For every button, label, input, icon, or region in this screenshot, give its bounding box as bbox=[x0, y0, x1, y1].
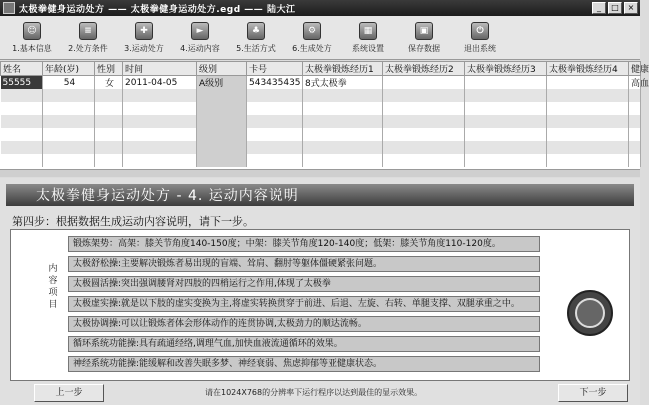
cell-exp1[interactable]: 8式太极拳 bbox=[303, 76, 383, 90]
table-row[interactable] bbox=[1, 102, 641, 115]
grid-horizontal-scrollbar[interactable] bbox=[0, 169, 640, 177]
save-icon: ▣ bbox=[415, 22, 433, 40]
generate-icon: ⚙ bbox=[303, 22, 321, 40]
cell-name[interactable]: 55555 bbox=[1, 76, 43, 90]
content-item: 太极协调操:可以让锻炼者体会形体动作的连贯协调,太极劲力的顺达流畅。 bbox=[68, 316, 540, 332]
column-header-health[interactable]: 健康 bbox=[629, 62, 641, 76]
content-item: 太极虚实操:就是以下肢的虚实变换为主,将虚实转换贯穿于前进、后退、左旋、右转、单腿支撑、双腿承重之中。 bbox=[68, 296, 540, 312]
content-items-box bbox=[10, 229, 630, 381]
column-header-gender[interactable]: 性别 bbox=[95, 62, 123, 76]
table-row[interactable] bbox=[1, 154, 641, 167]
content-items-label: 内容项目 bbox=[48, 264, 58, 310]
resolution-note: 请在1024X768的分辨率下运行程序以达到最佳的显示效果。 bbox=[205, 388, 423, 397]
app-icon bbox=[3, 2, 15, 14]
column-header-age[interactable]: 年龄(岁) bbox=[43, 62, 95, 76]
toolbar-lifestyle-button[interactable]: ♣ 5.生活方式 bbox=[228, 16, 284, 60]
table-row[interactable] bbox=[1, 141, 641, 154]
column-header-time[interactable]: 时间 bbox=[123, 62, 197, 76]
cell-health[interactable]: 高血 bbox=[629, 76, 641, 90]
toolbar bbox=[0, 16, 640, 60]
content-item: 循环系统功能操:具有疏通经络,调理气血,加快血液流通循环的效果。 bbox=[68, 336, 540, 352]
cell-exp2[interactable] bbox=[383, 76, 465, 90]
minimize-button[interactable]: _ bbox=[592, 2, 606, 14]
cell-gender[interactable]: 女 bbox=[95, 76, 123, 90]
content-item: 太极舒松操:主要解决锻炼者易出现的盲端、耸肩、翻肘等躯体僵硬紧张问题。 bbox=[68, 256, 540, 272]
close-button[interactable]: × bbox=[624, 2, 638, 14]
panel-banner: 太极拳健身运动处方 - 4. 运动内容说明 bbox=[6, 184, 634, 206]
table-row[interactable] bbox=[1, 76, 641, 90]
content-icon: ► bbox=[191, 22, 209, 40]
toolbar-settings-button[interactable]: ▦ 系统设置 bbox=[340, 16, 396, 60]
toolbar-save-button[interactable]: ▣ 保存数据 bbox=[396, 16, 452, 60]
maximize-button[interactable]: □ bbox=[608, 2, 622, 14]
previous-step-button[interactable]: 上一步 bbox=[34, 384, 104, 402]
table-row[interactable] bbox=[1, 115, 641, 128]
column-header-name[interactable]: 姓名 bbox=[1, 62, 43, 76]
exit-icon: ⏻ bbox=[471, 22, 489, 40]
conditions-icon: ≡ bbox=[79, 22, 97, 40]
toolbar-generate-button[interactable]: ⚙ 6.生成处方 bbox=[284, 16, 340, 60]
toolbar-prescription-button[interactable]: ✚ 3.运动处方 bbox=[116, 16, 172, 60]
person-icon: ☺ bbox=[23, 22, 41, 40]
window-title: 太极拳健身运动处方 —— 太极拳健身运动处方.egd —— 陆大江 bbox=[19, 4, 296, 15]
lifestyle-icon: ♣ bbox=[247, 22, 265, 40]
step-instruction: 第四步：根据数据生成运动内容说明，请下一步。 bbox=[12, 215, 254, 228]
settings-icon: ▦ bbox=[359, 22, 377, 40]
column-header-exp1[interactable]: 太极拳锻炼经历1 bbox=[303, 62, 383, 76]
content-panel bbox=[0, 178, 640, 405]
records-grid bbox=[0, 61, 649, 169]
cell-age[interactable]: 54 bbox=[43, 76, 95, 90]
table-row[interactable] bbox=[1, 128, 641, 141]
toolbar-content-button[interactable]: ► 4.运动内容 bbox=[172, 16, 228, 60]
grid-header-row bbox=[1, 62, 641, 76]
cell-exp4[interactable] bbox=[547, 76, 629, 90]
toolbar-conditions-button[interactable]: ≡ 2.处方条件 bbox=[60, 16, 116, 60]
column-header-exp3[interactable]: 太极拳锻炼经历3 bbox=[465, 62, 547, 76]
content-item: 神经系统功能操:能缓解和改善失眠多梦、神经衰弱、焦虑抑郁等亚健康状态。 bbox=[68, 356, 540, 372]
content-item: 锻炼架势：高架：膝关节角度140-150度；中架：膝关节角度120-140度；低架：膝关节角度110-120度。 bbox=[68, 236, 540, 252]
column-header-card[interactable]: 卡号 bbox=[247, 62, 303, 76]
title-bar bbox=[0, 0, 640, 16]
next-step-button[interactable]: 下一步 bbox=[558, 384, 628, 402]
university-emblem-icon bbox=[567, 290, 613, 336]
column-header-exp4[interactable]: 太极拳锻炼经历4 bbox=[547, 62, 629, 76]
cell-level[interactable]: A级别 bbox=[197, 76, 247, 90]
column-header-exp2[interactable]: 太极拳锻炼经历2 bbox=[383, 62, 465, 76]
column-header-level[interactable]: 级别 bbox=[197, 62, 247, 76]
table-row[interactable] bbox=[1, 89, 641, 102]
cell-card[interactable]: 543435435 bbox=[247, 76, 303, 90]
prescription-icon: ✚ bbox=[135, 22, 153, 40]
cell-exp3[interactable] bbox=[465, 76, 547, 90]
toolbar-exit-button[interactable]: ⏻ 退出系统 bbox=[452, 16, 508, 60]
toolbar-basic-info-button[interactable]: ☺ 1.基本信息 bbox=[4, 16, 60, 60]
content-item: 太极圆活操:突出强调腰肾对四肢的四梢运行之作用,体现了太极拳 bbox=[68, 276, 540, 292]
cell-time[interactable]: 2011-04-05 bbox=[123, 76, 197, 90]
